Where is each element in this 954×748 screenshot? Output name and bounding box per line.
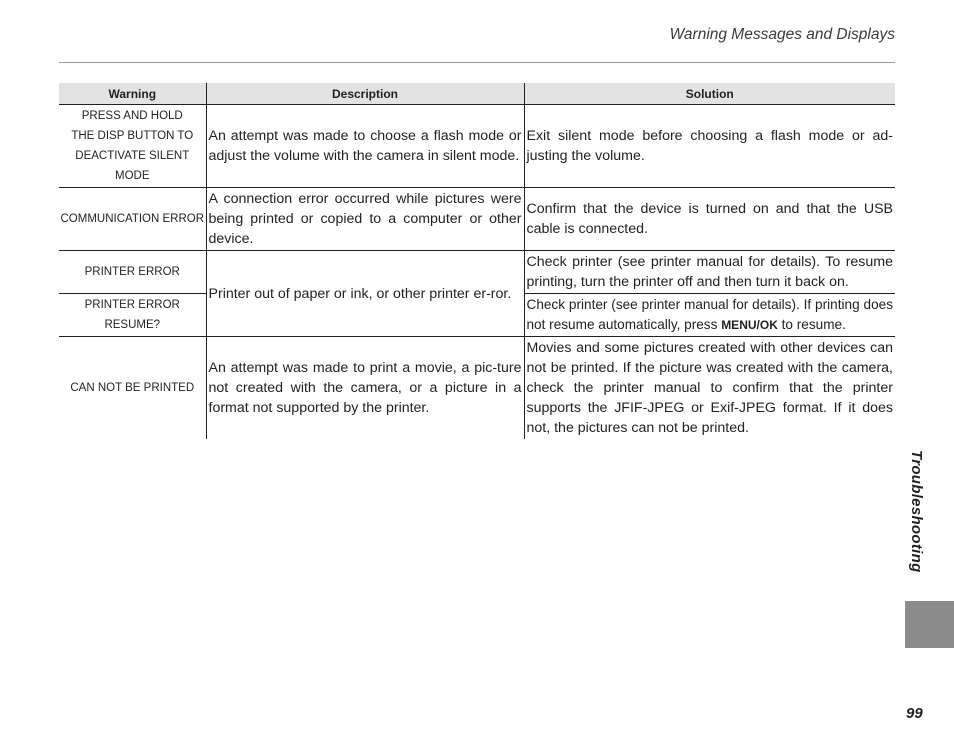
warning-cell bbox=[59, 188, 206, 251]
solution-cell bbox=[524, 294, 895, 337]
column-header-warning: Warning bbox=[59, 83, 206, 105]
page-number: 99 bbox=[906, 705, 923, 722]
description-cell: A connection error occurred while pictures were being printed or copied to a computer or other device. bbox=[206, 188, 524, 251]
warning-text: COMMUNICATION ERROR bbox=[60, 213, 205, 225]
menu-ok-key-label: MENU/OK bbox=[721, 318, 778, 332]
warning-cell bbox=[59, 294, 206, 337]
table-row bbox=[59, 337, 895, 440]
section-thumb-tab bbox=[905, 601, 954, 648]
warning-text: CAN NOT BE PRINTED bbox=[70, 382, 195, 394]
description-cell: An attempt was made to choose a flash mode or adjust the volume with the camera in silent mode. bbox=[206, 105, 524, 188]
table-row bbox=[59, 251, 895, 294]
table-header-row bbox=[59, 83, 895, 105]
warning-text: RESUME? bbox=[104, 319, 161, 331]
solution-cell: Check printer (see printer manual for details). To resume printing, turn the printer off and then turn it back on. bbox=[524, 251, 895, 294]
warning-text: PRINTER ERROR bbox=[84, 299, 180, 311]
solution-text: to resume. bbox=[777, 317, 846, 332]
solution-cell: Exit silent mode before choosing a flash mode or ad-justing the volume. bbox=[524, 105, 895, 188]
solution-text: Check printer (see printer manual for details). If printing does not resume automatically, press bbox=[526, 297, 893, 332]
table-row bbox=[59, 105, 895, 188]
running-header-title: Warning Messages and Displays bbox=[669, 26, 895, 43]
description-cell: An attempt was made to print a movie, a pic-ture not created with the camera, or a picture in a format not supported by the printer. bbox=[206, 337, 524, 440]
solution-cell: Confirm that the device is turned on and that the USB cable is connected. bbox=[524, 188, 895, 251]
warning-text: PRINTER ERROR bbox=[84, 266, 180, 278]
warning-cell bbox=[59, 251, 206, 294]
warning-text: DEACTIVATE SILENT MODE bbox=[75, 150, 190, 182]
section-label-troubleshooting: Troubleshooting bbox=[908, 450, 925, 573]
header-divider bbox=[59, 62, 895, 63]
warning-cell bbox=[59, 337, 206, 440]
warning-cell bbox=[59, 105, 206, 188]
column-header-solution: Solution bbox=[524, 83, 895, 105]
warning-text: PRESS AND HOLD bbox=[81, 110, 183, 122]
solution-cell: Movies and some pictures created with other devices can not be printed. If the picture was created with the camera, check the printer manual to confirm that the printer supports the JFIF-JPEG or Exif-JPEG format. If it does not, the pictures can not be printed. bbox=[524, 337, 895, 440]
column-header-description: Description bbox=[206, 83, 524, 105]
warning-text: THE DISP BUTTON TO bbox=[71, 130, 194, 142]
table-row bbox=[59, 188, 895, 251]
warning-messages-table bbox=[59, 83, 895, 439]
description-cell: Printer out of paper or ink, or other printer er-ror. bbox=[206, 251, 524, 337]
